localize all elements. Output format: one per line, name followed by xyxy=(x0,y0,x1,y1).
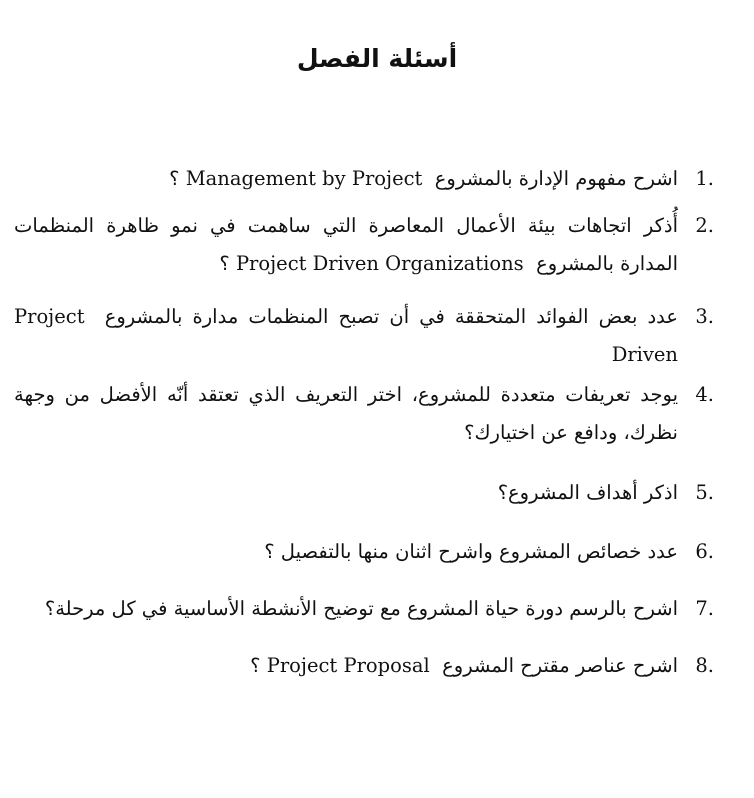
question-text: اذكر أهداف المشروع؟ xyxy=(497,481,678,504)
question-item xyxy=(14,590,714,628)
question-number: 8. xyxy=(695,654,714,677)
question-item xyxy=(14,533,714,571)
question-arabic-text: عدد بعض الفوائد المتحققة في أن تصبح المنظمات مدارة بالمشروع xyxy=(104,305,678,328)
question-text: اشرح بالرسم دورة حياة المشروع مع توضيح الأنشطة الأساسية في كل مرحلة؟ xyxy=(44,597,678,620)
question-mark: ؟ xyxy=(169,167,180,190)
question-item xyxy=(14,647,714,685)
question-mark: ؟ xyxy=(250,654,261,677)
question-number: 2. xyxy=(695,214,714,237)
question-english-term: Project Proposal xyxy=(266,654,430,677)
question-arabic-text: اشرح مفهوم الإدارة بالمشروع xyxy=(434,167,678,190)
question-mark: ؟ xyxy=(219,252,230,275)
chapter-questions-title: أسئلة الفصل xyxy=(296,44,458,73)
question-item xyxy=(14,298,714,374)
question-number: 7. xyxy=(695,597,714,620)
question-item xyxy=(14,376,714,452)
question-text xyxy=(14,207,678,283)
question-number: 1. xyxy=(695,167,714,190)
question-number: 5. xyxy=(695,481,714,504)
question-english-term: Management by Project xyxy=(185,167,423,190)
question-text xyxy=(14,298,678,374)
question-number: 6. xyxy=(695,540,714,563)
question-text xyxy=(14,647,678,685)
question-text: يوجد تعريفات متعددة للمشروع، اختر التعريف الذي تعتقد أنّه الأفضل من وجهة نظرك، ودافع عن اختيارك؟ xyxy=(14,383,678,444)
questions-list xyxy=(14,160,714,685)
question-english-term: Project Driven Organizations xyxy=(235,252,524,275)
question-number: 3. xyxy=(695,305,714,328)
question-item xyxy=(14,207,714,283)
question-text: عدد خصائص المشروع واشرح اثنان منها بالتفصيل ؟ xyxy=(264,540,678,563)
question-item xyxy=(14,474,714,512)
question-arabic-text: اشرح عناصر مقترح المشروع xyxy=(442,654,678,677)
question-number: 4. xyxy=(695,383,714,406)
question-item xyxy=(14,160,714,198)
question-text xyxy=(14,160,678,198)
question-arabic-text: أُذكر اتجاهات بيئة الأعمال المعاصرة التي ساهمت في نمو ظاهرة المنظمات المدارة بالمشروع xyxy=(14,214,678,275)
question-english-term: Project Driven xyxy=(14,305,678,366)
